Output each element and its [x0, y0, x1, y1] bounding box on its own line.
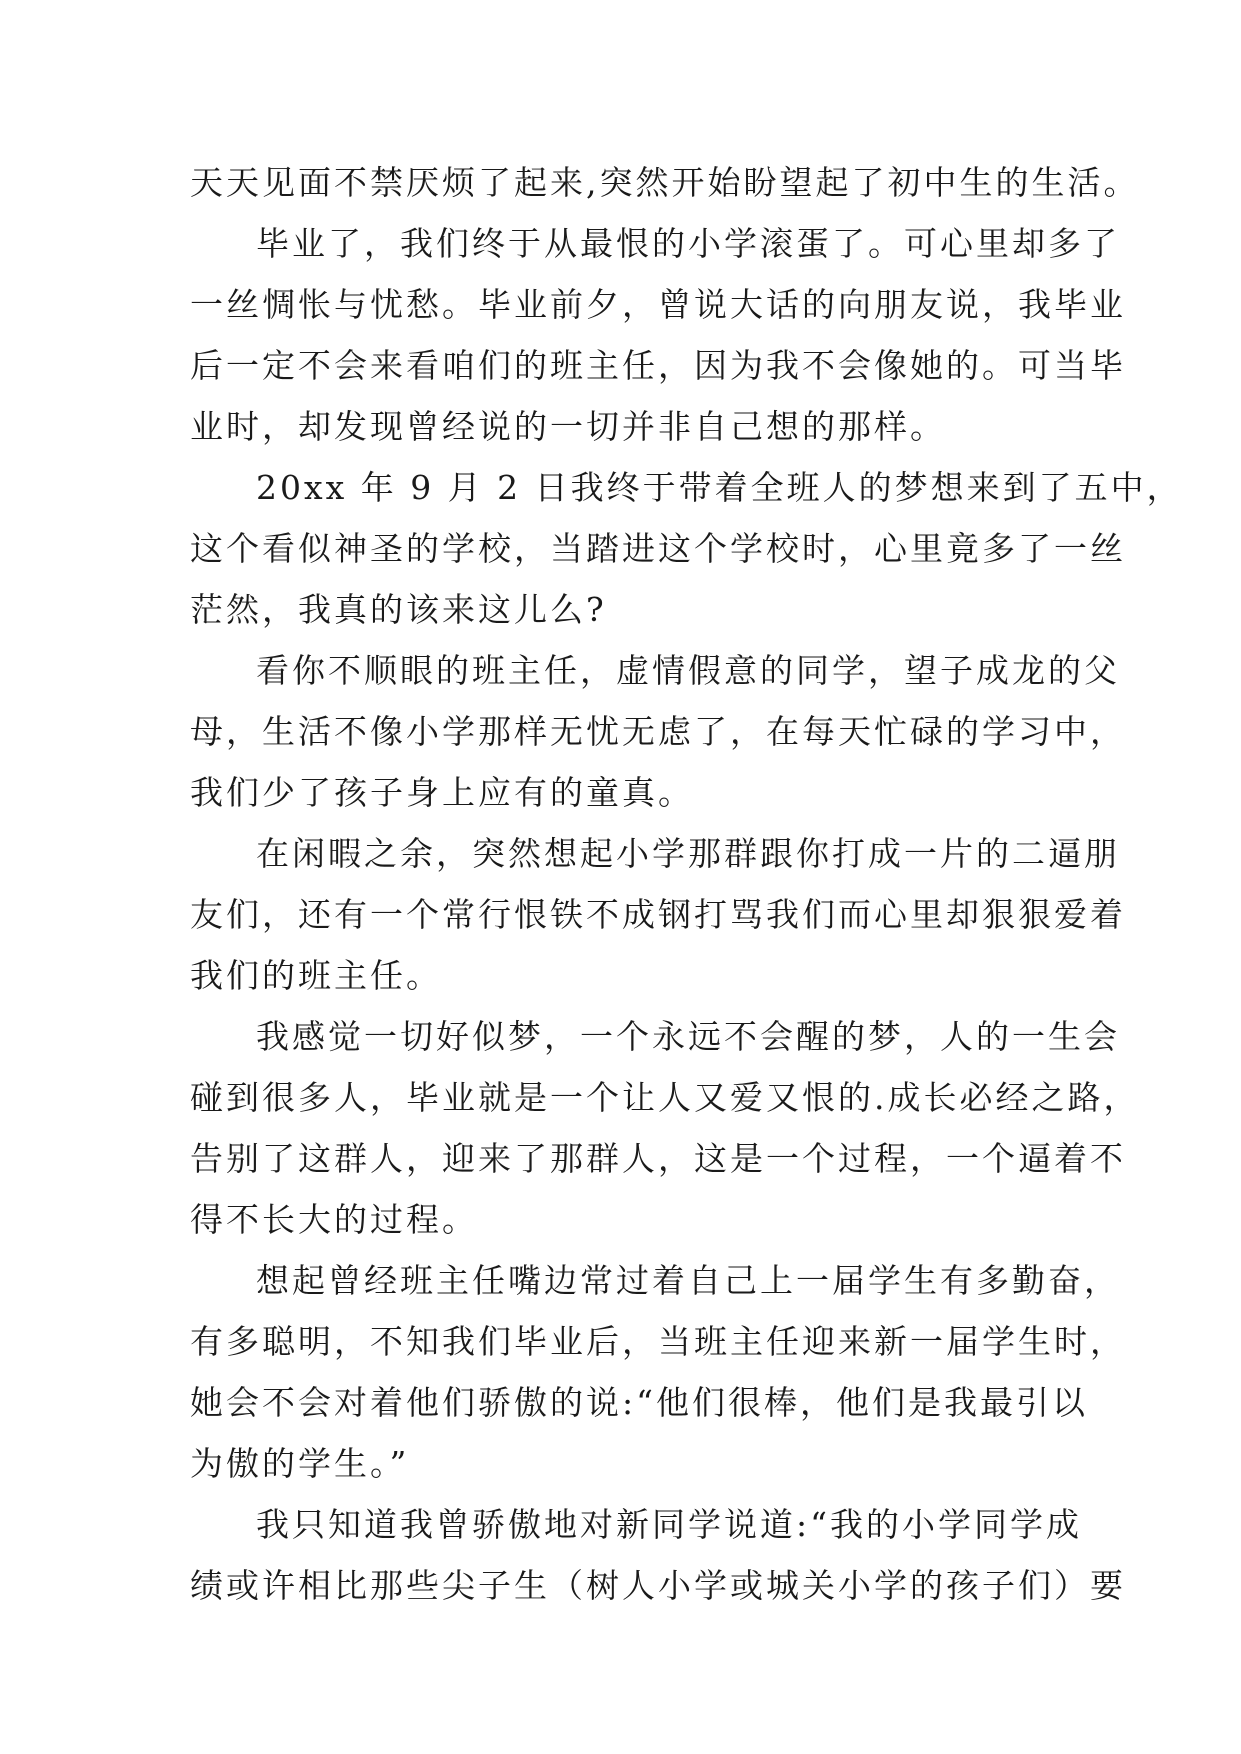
text-line: 绩或许相比那些尖子生（树人小学或城关小学的孩子们）要 — [190, 1566, 1126, 1605]
text-line: 业时，却发现曾经说的一切并非自己想的那样。 — [190, 407, 946, 446]
text-line: 这个看似神圣的学校，当踏进这个学校时，心里竟多了一丝 — [190, 529, 1126, 568]
text-line: 一丝惆怅与忧愁。毕业前夕，曾说大话的向朋友说，我毕业 — [190, 285, 1126, 324]
text-line: 碰到很多人，毕业就是一个让人又爱又恨的.成长必经之路， — [190, 1078, 1140, 1117]
text-line: 告别了这群人，迎来了那群人，这是一个过程，一个逼着不 — [190, 1139, 1126, 1178]
text-line: 在闲暇之余，突然想起小学那群跟你打成一片的二逼朋 — [256, 834, 1120, 873]
text-line: 我只知道我曾骄傲地对新同学说道:“我的小学同学成 — [256, 1505, 1082, 1544]
text-line: 为傲的学生。” — [190, 1444, 410, 1483]
text-line: 20xx 年 9 月 2 日我终于带着全班人的梦想来到了五中， — [256, 468, 1183, 507]
text-line: 毕业了，我们终于从最恨的小学滚蛋了。可心里却多了 — [256, 224, 1120, 263]
body-text — [190, 152, 1183, 1616]
text-line: 我们少了孩子身上应有的童真。 — [190, 773, 694, 812]
text-line: 母，生活不像小学那样无忧无虑了，在每天忙碌的学习中， — [190, 712, 1126, 751]
text-line: 有多聪明，不知我们毕业后，当班主任迎来新一届学生时， — [190, 1322, 1126, 1361]
text-line: 我感觉一切好似梦，一个永远不会醒的梦，人的一生会 — [256, 1017, 1120, 1056]
text-line: 我们的班主任。 — [190, 956, 442, 995]
text-line: 想起曾经班主任嘴边常过着自己上一届学生有多勤奋， — [256, 1261, 1120, 1300]
text-line: 茫然，我真的该来这儿么? — [190, 590, 607, 629]
text-line: 后一定不会来看咱们的班主任，因为我不会像她的。可当毕 — [190, 346, 1126, 385]
text-line: 天天见面不禁厌烦了起来,突然开始盼望起了初中生的生活。 — [190, 163, 1140, 202]
text-line: 看你不顺眼的班主任，虚情假意的同学，望子成龙的父 — [256, 651, 1120, 690]
text-line: 她会不会对着他们骄傲的说:“他们很棒，他们是我最引以 — [190, 1383, 1088, 1422]
text-line: 得不长大的过程。 — [190, 1200, 478, 1239]
text-line: 友们，还有一个常行恨铁不成钢打骂我们而心里却狠狠爱着 — [190, 895, 1126, 934]
